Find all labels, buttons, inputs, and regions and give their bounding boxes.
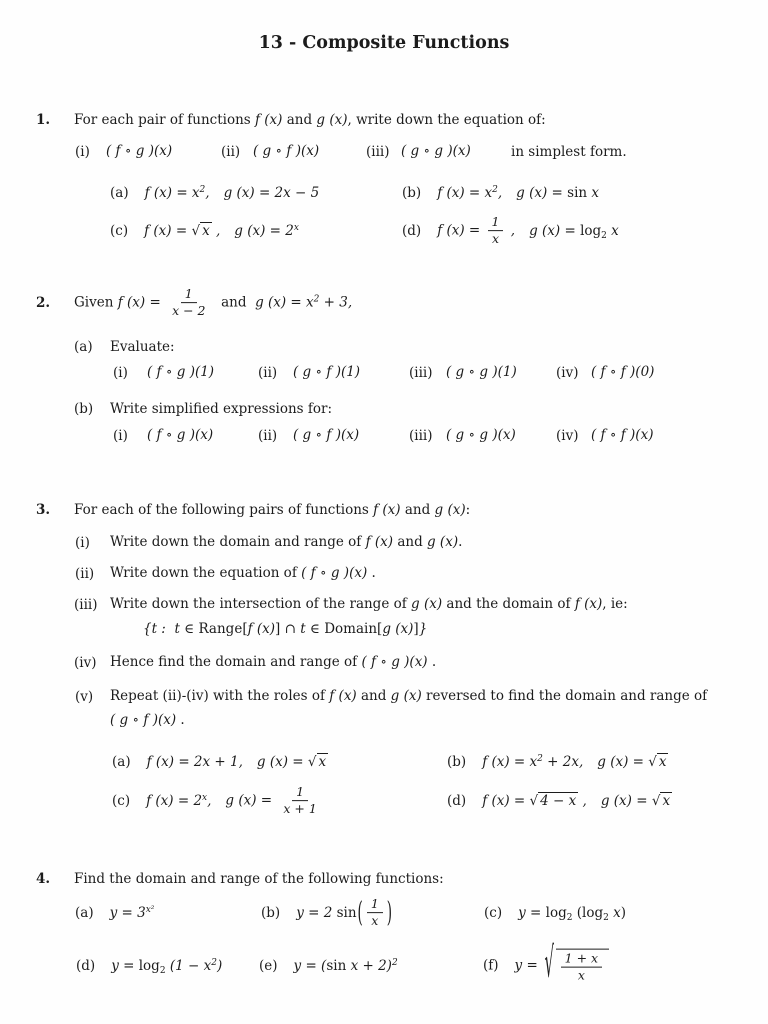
q4-item-f — [483, 939, 609, 990]
q1-pair-c-f: f (x) = √ x , — [144, 223, 221, 239]
q4-item-d — [76, 958, 222, 974]
q4-item-f-label: (f) — [483, 958, 499, 974]
q1-pair-c-label: (c) — [110, 223, 129, 239]
q1-item-ii-formula: ( g ∘ f )(x) — [253, 143, 320, 159]
q2-number: 2. — [36, 295, 51, 311]
q3-intro: For each of the following pairs of functions f (x) and g (x): — [74, 502, 471, 518]
q4-intro: Find the domain and range of the following functions: — [74, 871, 444, 887]
q1-pair-a-g: g (x) = 2x − 5 — [223, 185, 320, 201]
q2-intro-formula: Given f (x) = $\frac{1}{x - 2}$ and g $(x) = x^2 + 3$, — [74, 286, 353, 319]
q1-item-iii-label: (iii) — [366, 144, 390, 160]
q1-pair-b-f: f $(x) = x^2$, — [437, 185, 503, 201]
q3-pair-a-f: f (x) = 2x + 1, — [146, 754, 243, 770]
q4-item-a — [75, 905, 154, 921]
q1-pair-b — [402, 185, 599, 201]
q2-a-iii-label: (iii) — [409, 365, 433, 381]
q1-note: in simplest form. — [511, 144, 627, 160]
q1-item-i-formula: ( f ∘ g )(x) — [106, 143, 173, 159]
q3-pair-b-g: g (x) = √ x — [597, 754, 667, 770]
q1-pair-d-f: f (x) = $\frac{1}{x}$ , — [437, 214, 516, 247]
q4-item-c — [484, 905, 626, 921]
q2-a-ii-formula: ( g ∘ f )(1) — [293, 364, 361, 380]
q1-item-iii-formula: ( g ∘ g )(x) — [401, 143, 471, 159]
q1-pair-d-g: g $(x) = \log_2 x$ — [529, 223, 619, 241]
q4-item-a-formula: $y = 3^{x^2}$ — [109, 905, 155, 921]
q3-pair-b — [447, 754, 668, 770]
q1-pair-d-label: (d) — [402, 223, 422, 239]
q2-a-iv-formula: ( f ∘ f )(0) — [591, 364, 655, 380]
q4-item-d-formula: $y = \log_2 (1 - x^2)$ — [111, 958, 223, 976]
q1-pair-a-label: (a) — [110, 185, 129, 201]
q2-a-iii-formula: ( g ∘ g )(1) — [446, 364, 517, 380]
q1-number: 1. — [36, 112, 51, 128]
q2-b-text: Write simplified expressions for: — [110, 401, 333, 417]
q4-item-e — [259, 958, 398, 974]
q3-pair-c — [112, 785, 324, 817]
q2-b-iii-label: (iii) — [409, 428, 433, 444]
q3-pair-a-label: (a) — [112, 754, 131, 770]
q2-intro — [74, 287, 352, 319]
q3-pair-a-g: g (x) = √ x — [256, 754, 327, 770]
q3-v-text: Repeat (ii)-(iv) with the roles of f (x) and g (x) reversed to find the domain and range of — [110, 688, 708, 704]
q4-item-b — [261, 897, 393, 929]
page-title: 13 - Composite Functions — [258, 33, 510, 53]
q3-v-text-line2: ( g ∘ f )(x) . — [110, 712, 185, 728]
q4-item-e-formula: y = (sin x + 2)$^2$ — [293, 958, 398, 974]
q2-a-text: Evaluate: — [110, 339, 175, 355]
q1-pair-a-f: f $(x) = x^2$, — [144, 185, 210, 201]
q3-pair-a — [112, 754, 328, 770]
q4-item-e-label: (e) — [259, 958, 278, 974]
q4-item-a-label: (a) — [75, 905, 94, 921]
q1-pair-a — [110, 185, 319, 201]
q3-iv-text: Hence find the domain and range of ( f ∘ g )(x) . — [110, 654, 437, 670]
q3-ii-label: (ii) — [75, 566, 95, 582]
q3-pair-d-f: f (x) = √ 4 − x , — [482, 793, 587, 809]
q1-intro: For each pair of functions f (x) and g (x), write down the equation of: — [74, 112, 546, 128]
q3-pair-d — [447, 793, 672, 809]
q3-pair-d-g: g (x) = √ x — [600, 793, 671, 809]
q3-v-label: (v) — [75, 689, 94, 705]
q2-a-iv-label: (iv) — [556, 365, 579, 381]
q4-item-b-formula: y = 2 sin ( $\frac{1}{x}$ ) — [296, 896, 393, 930]
q2-b-iv-formula: ( f ∘ f )(x) — [591, 427, 654, 443]
q2-b-ii-formula: ( g ∘ f )(x) — [293, 427, 360, 443]
q4-item-c-label: (c) — [484, 905, 503, 921]
q4-item-b-label: (b) — [261, 905, 281, 921]
q3-i-label: (i) — [75, 535, 90, 551]
q2-a-i-label: (i) — [113, 365, 128, 381]
q3-pair-c-g: g (x) = $\frac{1}{x + 1}$ — [225, 784, 317, 817]
q2-a-i-formula: ( f ∘ g )(1) — [147, 364, 215, 380]
q3-pair-d-label: (d) — [447, 793, 467, 809]
q3-pair-b-label: (b) — [447, 754, 467, 770]
q1-pair-c-g: g $(x) = 2^x$ — [234, 223, 299, 239]
q4-item-c-formula: $y = \log_2 (\log_2$ x) — [518, 905, 627, 923]
q2-a-label: (a) — [74, 339, 93, 355]
q3-iv-label: (iv) — [74, 655, 97, 671]
q1-pair-d — [402, 215, 619, 247]
q1-item-i-label: (i) — [75, 144, 90, 160]
q3-set-notation: {t : t ∈ Range[f (x)] ∩ t ∈ Domain[g (x)]} — [143, 621, 428, 637]
q3-number: 3. — [36, 502, 51, 518]
q1-pair-b-g: g (x) = sin x — [516, 185, 600, 201]
q2-b-iii-formula: ( g ∘ g )(x) — [446, 427, 516, 443]
q4-number: 4. — [36, 871, 51, 887]
q1-pair-b-label: (b) — [402, 185, 422, 201]
q3-pair-c-label: (c) — [112, 793, 131, 809]
q2-b-i-formula: ( f ∘ g )(x) — [147, 427, 214, 443]
q2-b-iv-label: (iv) — [556, 428, 579, 444]
q2-b-ii-label: (ii) — [258, 428, 278, 444]
q3-iii-label: (iii) — [74, 597, 98, 613]
q1-pair-c — [110, 223, 299, 239]
q2-b-label: (b) — [74, 401, 94, 417]
q3-pair-c-f: f $(x) = 2^x$, — [146, 793, 212, 809]
q3-iii-text: Write down the intersection of the range of g (x) and the domain of f (x), ie: — [110, 596, 628, 612]
q3-i-text: Write down the domain and range of f (x) and g (x). — [110, 534, 463, 550]
q2-b-i-label: (i) — [113, 428, 128, 444]
q1-item-ii-label: (ii) — [221, 144, 241, 160]
q3-ii-text: Write down the equation of ( f ∘ g )(x) . — [110, 565, 376, 581]
q4-item-d-label: (d) — [76, 958, 96, 974]
q2-a-ii-label: (ii) — [258, 365, 278, 381]
q4-item-f-formula: y = √ $\frac{1 + x}{x}$ — [515, 949, 610, 984]
q3-pair-b-f: f $(x) = x^2 + 2x$, — [482, 754, 584, 770]
